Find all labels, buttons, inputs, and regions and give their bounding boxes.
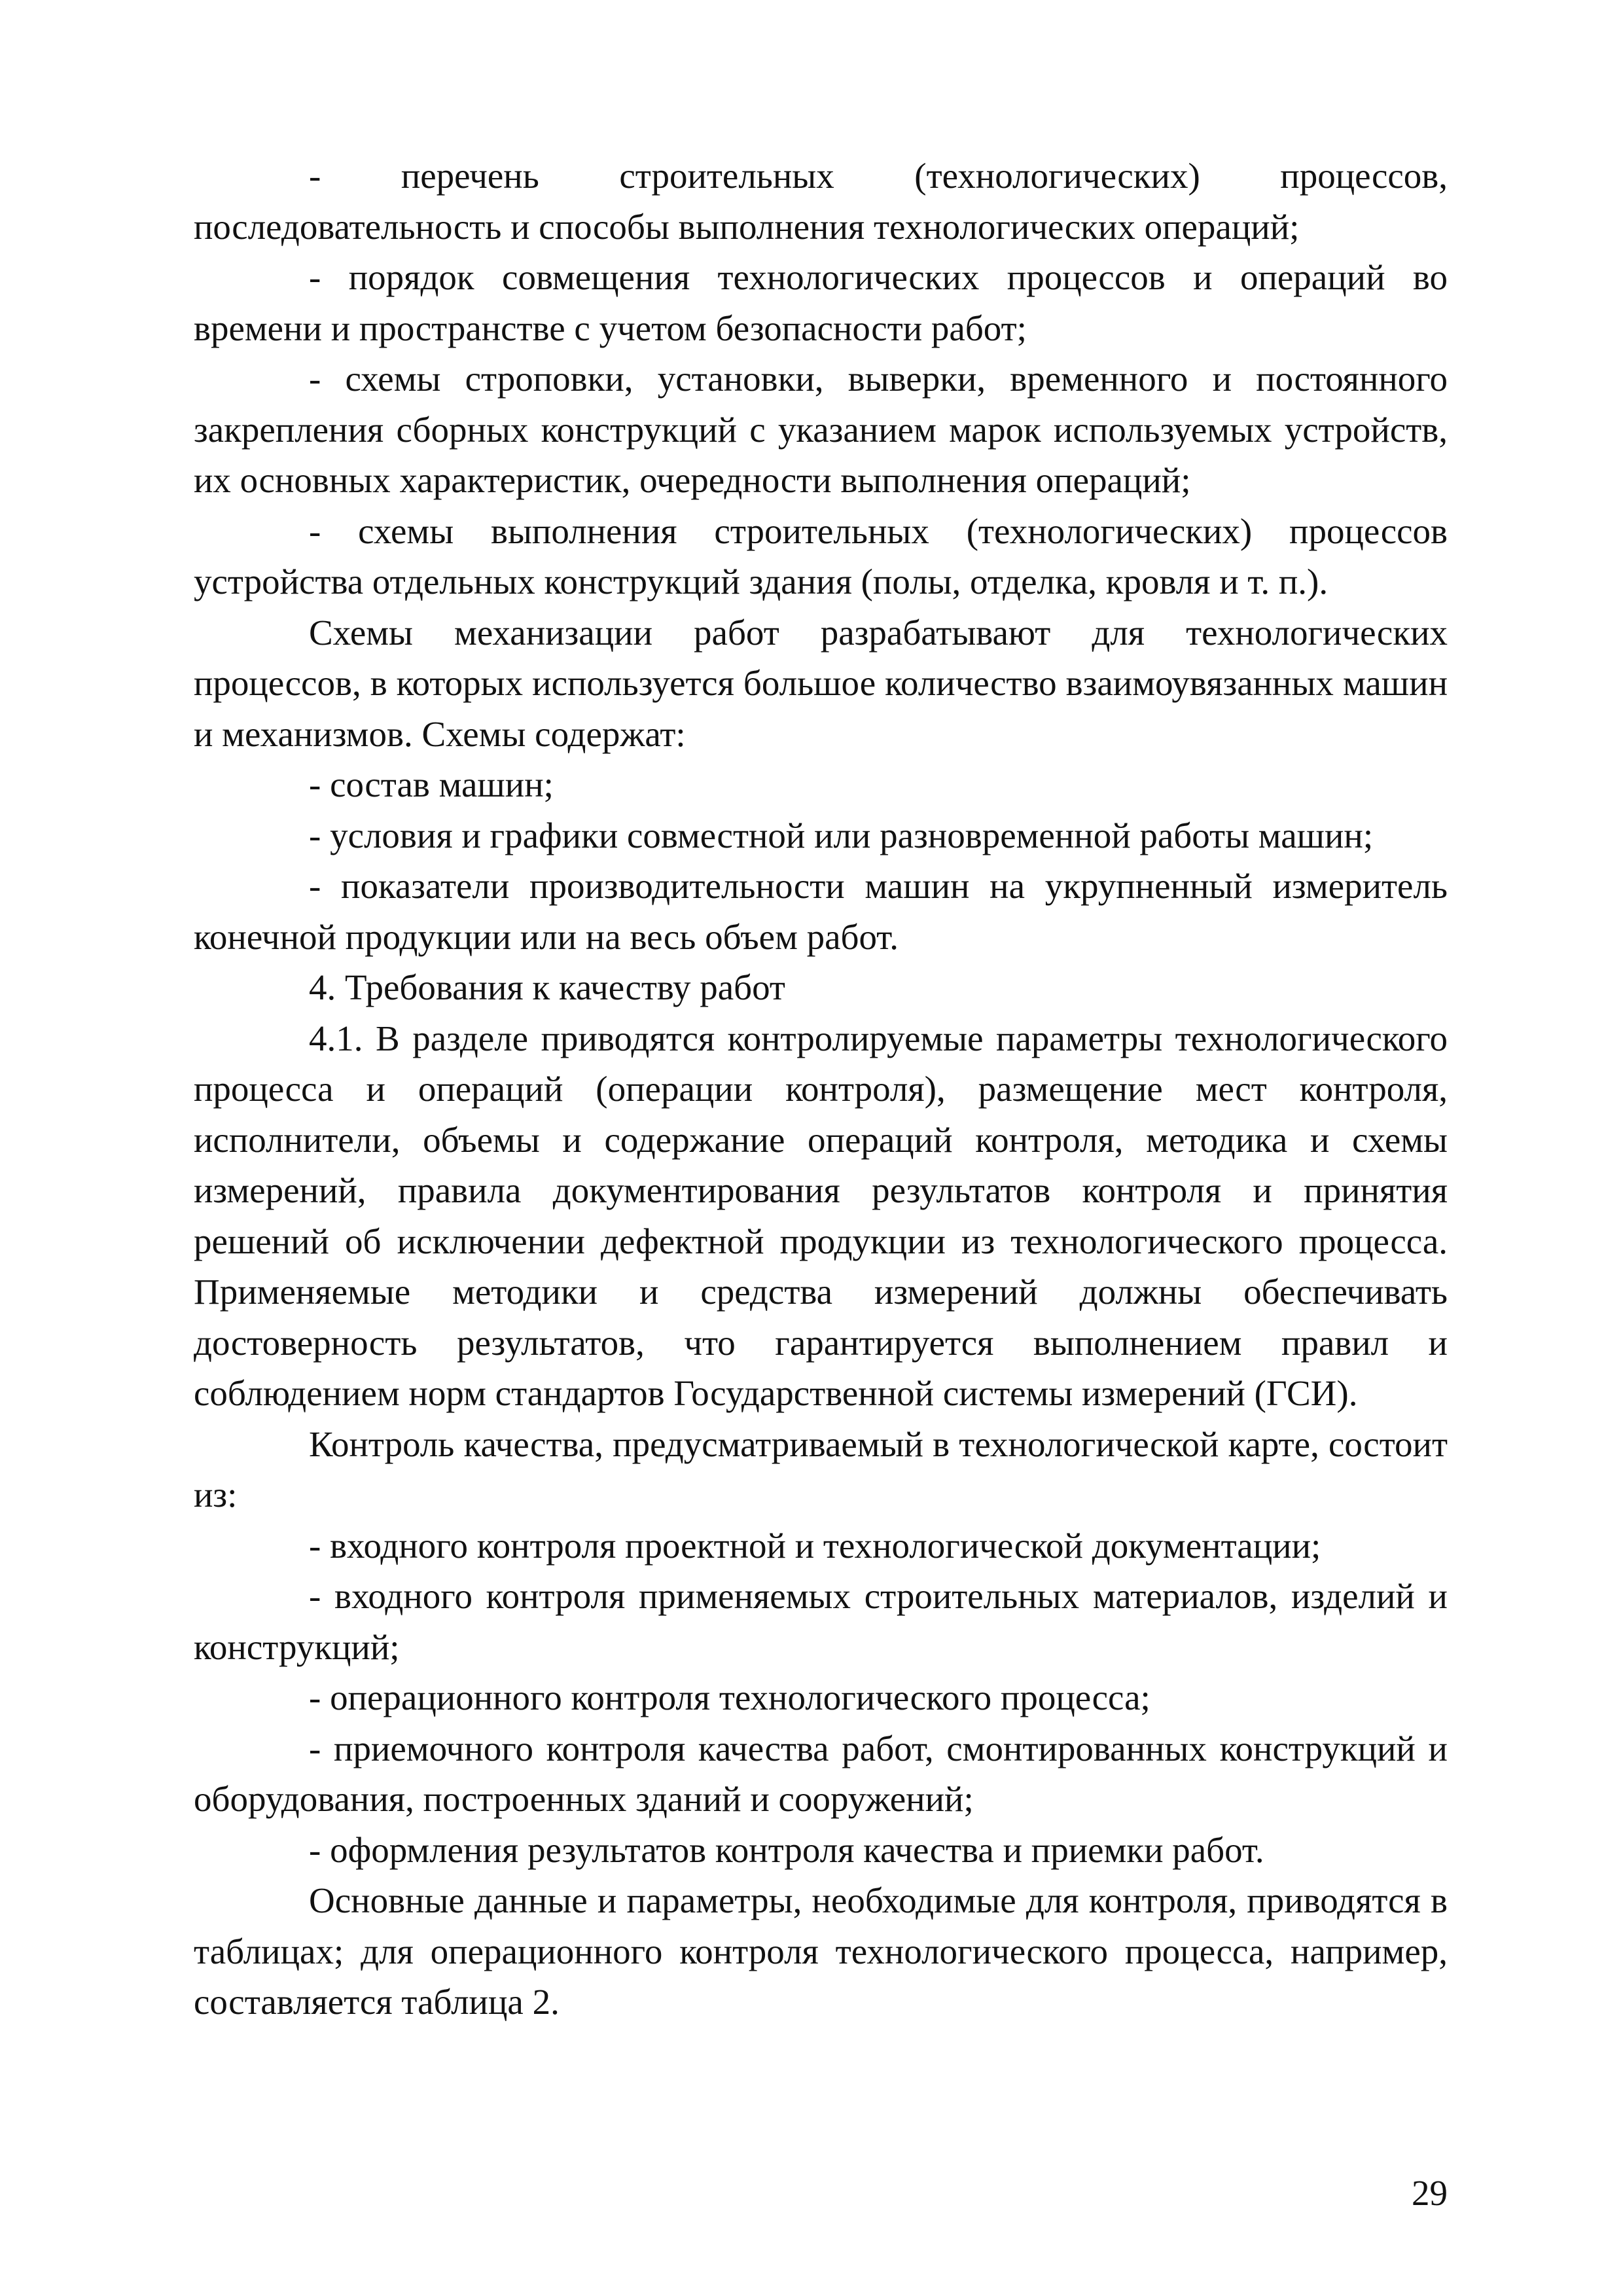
- list-item-process-list: - перечень строительных (технологических) процессов, последовательность и способы выполнения технологических операций;: [194, 156, 1448, 247]
- list-item-construction-schemes: - схемы выполнения строительных (технологических) процессов устройства отдельных конструкций здания (полы, отделка, кровля и т. п.).: [194, 511, 1448, 601]
- document-body: [194, 151, 1448, 2028]
- list-item-process-combination: - порядок совмещения технологических процессов и операций во времени и пространстве с учетом безопасности работ;: [194, 257, 1448, 348]
- list-item-machine-composition: - состав машин;: [309, 764, 554, 804]
- list-item-machine-schedules: - условия и графики совместной или разновременной работы машин;: [309, 815, 1374, 855]
- page-number: 29: [1412, 2173, 1448, 2213]
- list-item-machine-productivity: - показатели производительности машин на укрупненный измеритель конечной продукции или на весь объем работ.: [194, 866, 1448, 957]
- list-item-operational-control: - операционного контроля технологического процесса;: [309, 1677, 1150, 1717]
- paragraph-mechanization-schemes: Схемы механизации работ разрабатывают для технологических процессов, в которых используется большое количество взаимоувязанных машин и механизмов. Схемы содержат:: [194, 612, 1448, 754]
- list-item-input-material-control: - входного контроля применяемых строительных материалов, изделий и конструкций;: [194, 1576, 1448, 1667]
- paragraph-quality-control-intro: Контроль качества, предусматриваемый в технологической карте, состоит из:: [194, 1424, 1448, 1515]
- list-item-input-doc-control: - входного контроля проектной и технологической документации;: [309, 1525, 1321, 1566]
- paragraph-section-4-1: 4.1. В разделе приводятся контролируемые параметры технологического процесса и операций (операции контроля), размещение мест контроля, исполнители, объемы и содержание операций контроля, методика и схемы измерений, правила документирования результатов контроля и принятия решений об исключении дефектной продукции из технологического процесса. Применяемые методики и средства измерений должны обеспечивать достоверность результатов, что гарантируется выполнением правил и соблюдением норм стандартов Государственной системы измерений (ГСИ).: [194, 1018, 1448, 1413]
- section-heading-quality-requirements: 4. Требования к качеству работ: [309, 967, 785, 1007]
- list-item-slinging-schemes: - схемы строповки, установки, выверки, временного и постоянного закрепления сборных конструкций с указанием марок используемых устройств, их основных характеристик, очередности выполнения операций;: [194, 359, 1448, 500]
- list-item-results-documentation: - оформления результатов контроля качества и приемки работ.: [309, 1829, 1264, 1870]
- paragraph-tables-note: Основные данные и параметры, необходимые для контроля, приводятся в таблицах; для операционного контроля технологического процесса, например, составляется таблица 2.: [194, 1880, 1448, 2022]
- list-item-acceptance-control: - приемочного контроля качества работ, смонтированных конструкций и оборудования, построенных зданий и сооружений;: [194, 1728, 1448, 1819]
